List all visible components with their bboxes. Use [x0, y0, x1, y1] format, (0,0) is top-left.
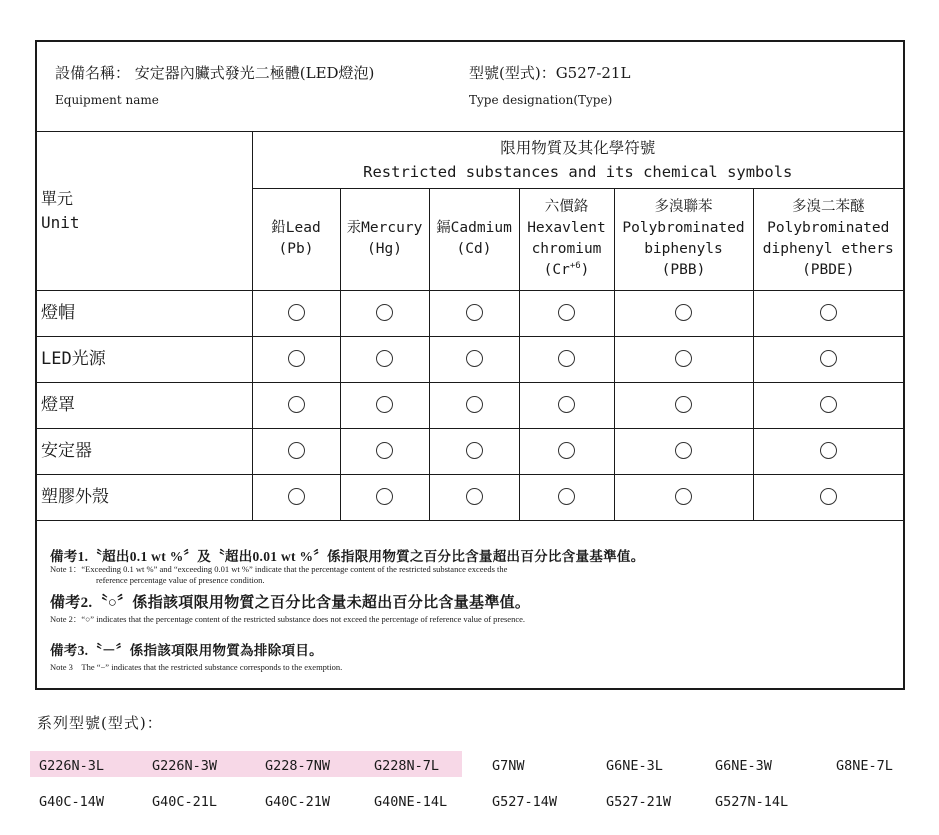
- substance-cell: [252, 474, 340, 520]
- substance-cell: [753, 474, 903, 520]
- note-3-zh: 備考3.〝－〞係指該項限用物質為排除項目。: [50, 643, 323, 658]
- column-header-line: (Hg): [367, 241, 402, 257]
- substance-cell: [252, 336, 340, 382]
- substance-cell: [340, 428, 429, 474]
- substance-cell: [614, 290, 753, 336]
- substance-cell: [252, 428, 340, 474]
- not-exceeding-circle-icon: [288, 350, 305, 367]
- column-header-line: chromium: [531, 241, 602, 257]
- unit-header-cell: [37, 132, 252, 290]
- restricted-substances-table: [37, 132, 903, 521]
- column-header-line: Hexavlent: [527, 219, 606, 236]
- substance-cell: [614, 474, 753, 520]
- substance-cell: [519, 382, 614, 428]
- model-number: G228N-7L: [374, 758, 440, 774]
- substance-cell: [340, 474, 429, 520]
- not-exceeding-circle-icon: [466, 304, 483, 321]
- substance-cell: [753, 290, 903, 336]
- not-exceeding-circle-icon: [288, 396, 305, 413]
- row-label: 燈帽: [37, 290, 252, 336]
- model-number: G8NE-7L: [836, 758, 893, 774]
- note-3-en: Note 3 The “−” indicates that the restricted substance corresponds to the exemption.: [50, 662, 343, 672]
- model-number: G40C-14W: [39, 794, 105, 810]
- model-number: G40C-21L: [152, 794, 218, 810]
- not-exceeding-circle-icon: [288, 304, 305, 321]
- substance-cell: [519, 428, 614, 474]
- model-number: G226N-3L: [39, 758, 105, 774]
- not-exceeding-circle-icon: [820, 442, 837, 459]
- chromium-valence: +6: [569, 261, 581, 272]
- substance-cell: [252, 290, 340, 336]
- type-designation-en: Type designation(Type): [469, 93, 613, 107]
- substance-cell: [429, 290, 519, 336]
- equipment-name-zh: 設備名稱： 安定器內臟式發光二極體(LED燈泡): [55, 64, 375, 82]
- substance-cell: [340, 336, 429, 382]
- model-number: G226N-3W: [152, 758, 218, 774]
- column-header-line: [520, 260, 614, 281]
- substance-cell: [429, 336, 519, 382]
- column-header-lead: [252, 188, 340, 290]
- column-header-line: 六價鉻: [544, 198, 589, 215]
- column-header-line: diphenyl ethers: [762, 241, 894, 257]
- column-header-line: 鉛Lead: [271, 219, 321, 236]
- not-exceeding-circle-icon: [376, 350, 393, 367]
- substance-cell: [614, 382, 753, 428]
- row-label: 燈罩: [37, 382, 252, 428]
- not-exceeding-circle-icon: [675, 488, 692, 505]
- series-models-label: 系列型號(型式)：: [37, 714, 163, 732]
- model-number: G527-21W: [606, 794, 672, 810]
- column-header-line: Polybrominated: [622, 219, 745, 236]
- column-header-line: (PBB): [661, 262, 706, 279]
- column-header-pbb: [614, 188, 753, 290]
- column-header-mercury: [340, 188, 429, 290]
- not-exceeding-circle-icon: [558, 488, 575, 505]
- unit-header-en: Unit: [41, 212, 80, 232]
- substance-cell: [429, 428, 519, 474]
- note-1-en: Note 1：“Exceeding 0.1 wt %” and “exceeding 0.01 wt %” indicate that the percentage content of the restricted substance exceeds the: [50, 564, 508, 574]
- not-exceeding-circle-icon: [288, 442, 305, 459]
- column-header-line: (PBDE): [802, 262, 855, 279]
- model-number: G6NE-3L: [606, 758, 663, 774]
- note-1-zh: 備考1.〝超出0.1 wt %〞及〝超出0.01 wt %〞係指限用物質之百分比含量超出百分比含量基準值。: [50, 549, 645, 564]
- model-number: G40C-21W: [265, 794, 331, 810]
- chromium-symbol: (Cr: [543, 262, 570, 279]
- not-exceeding-circle-icon: [466, 350, 483, 367]
- not-exceeding-circle-icon: [376, 396, 393, 413]
- substance-cell: [753, 428, 903, 474]
- type-designation-zh: 型號(型式)：G527-21L: [469, 64, 631, 82]
- not-exceeding-circle-icon: [558, 396, 575, 413]
- model-number: G40NE-14L: [374, 794, 448, 810]
- row-label: 安定器: [37, 428, 252, 474]
- not-exceeding-circle-icon: [675, 396, 692, 413]
- table-row: [37, 428, 903, 474]
- table-row: [37, 290, 903, 336]
- table-row: [37, 336, 903, 382]
- substance-cell: [252, 382, 340, 428]
- column-header-line: Polybrominated: [767, 219, 890, 236]
- not-exceeding-circle-icon: [820, 304, 837, 321]
- substance-cell: [753, 336, 903, 382]
- table-row: [37, 474, 903, 520]
- model-number: G6NE-3W: [715, 758, 772, 774]
- row-label: LED光源: [37, 336, 252, 382]
- substance-cell: [429, 382, 519, 428]
- equipment-name-en: Equipment name: [55, 93, 159, 107]
- substance-cell: [753, 382, 903, 428]
- substance-cell: [429, 474, 519, 520]
- model-number: G527N-14L: [715, 794, 789, 810]
- not-exceeding-circle-icon: [466, 488, 483, 505]
- not-exceeding-circle-icon: [376, 488, 393, 505]
- substance-cell: [614, 428, 753, 474]
- not-exceeding-circle-icon: [675, 350, 692, 367]
- column-header-line: 鎘Cadmium: [436, 219, 512, 236]
- unit-header-zh: 單元: [41, 188, 74, 208]
- not-exceeding-circle-icon: [376, 442, 393, 459]
- table-body: [37, 290, 903, 520]
- not-exceeding-circle-icon: [820, 350, 837, 367]
- column-header-chromium: [519, 188, 614, 290]
- declaration-frame: [35, 40, 905, 690]
- model-number: G228-7NW: [265, 758, 331, 774]
- substance-cell: [519, 290, 614, 336]
- substances-title-en: Restricted substances and its chemical symbols: [363, 162, 793, 181]
- row-label: 塑膠外殼: [37, 474, 252, 520]
- not-exceeding-circle-icon: [675, 442, 692, 459]
- column-header-line: 多溴二苯醚: [792, 198, 865, 215]
- not-exceeding-circle-icon: [466, 396, 483, 413]
- not-exceeding-circle-icon: [558, 350, 575, 367]
- substances-title-cell: [252, 132, 903, 188]
- note-1-en-continued: reference percentage value of presence condition.: [96, 575, 265, 585]
- substances-title-zh: 限用物質及其化學符號: [500, 138, 656, 157]
- model-number: G527-14W: [492, 794, 558, 810]
- note-2-en: Note 2：“○” indicates that the percentage content of the restricted substance does not exceed the percentage of reference value of presence.: [50, 614, 525, 624]
- chromium-symbol-end: ): [580, 262, 590, 279]
- not-exceeding-circle-icon: [820, 396, 837, 413]
- not-exceeding-circle-icon: [466, 442, 483, 459]
- not-exceeding-circle-icon: [675, 304, 692, 321]
- substance-cell: [614, 336, 753, 382]
- substance-cell: [340, 382, 429, 428]
- not-exceeding-circle-icon: [820, 488, 837, 505]
- header-section: [37, 42, 903, 132]
- column-header-line: 多溴聯苯: [654, 198, 713, 215]
- not-exceeding-circle-icon: [558, 304, 575, 321]
- substance-cell: [519, 336, 614, 382]
- table-row: [37, 382, 903, 428]
- column-header-line: (Cd): [456, 241, 492, 257]
- substance-cell: [340, 290, 429, 336]
- note-2-zh: 備考2.〝○〞係指該項限用物質之百分比含量未超出百分比含量基準值。: [50, 595, 531, 611]
- substance-cell: [519, 474, 614, 520]
- column-header-line: (Pb): [278, 241, 314, 257]
- model-number: G7NW: [492, 758, 525, 774]
- column-header-line: biphenyls: [644, 241, 723, 257]
- column-header-cadmium: [429, 188, 519, 290]
- column-header-pbde: [753, 188, 903, 290]
- column-header-line: 汞Mercury: [346, 219, 423, 236]
- not-exceeding-circle-icon: [288, 488, 305, 505]
- not-exceeding-circle-icon: [376, 304, 393, 321]
- not-exceeding-circle-icon: [558, 442, 575, 459]
